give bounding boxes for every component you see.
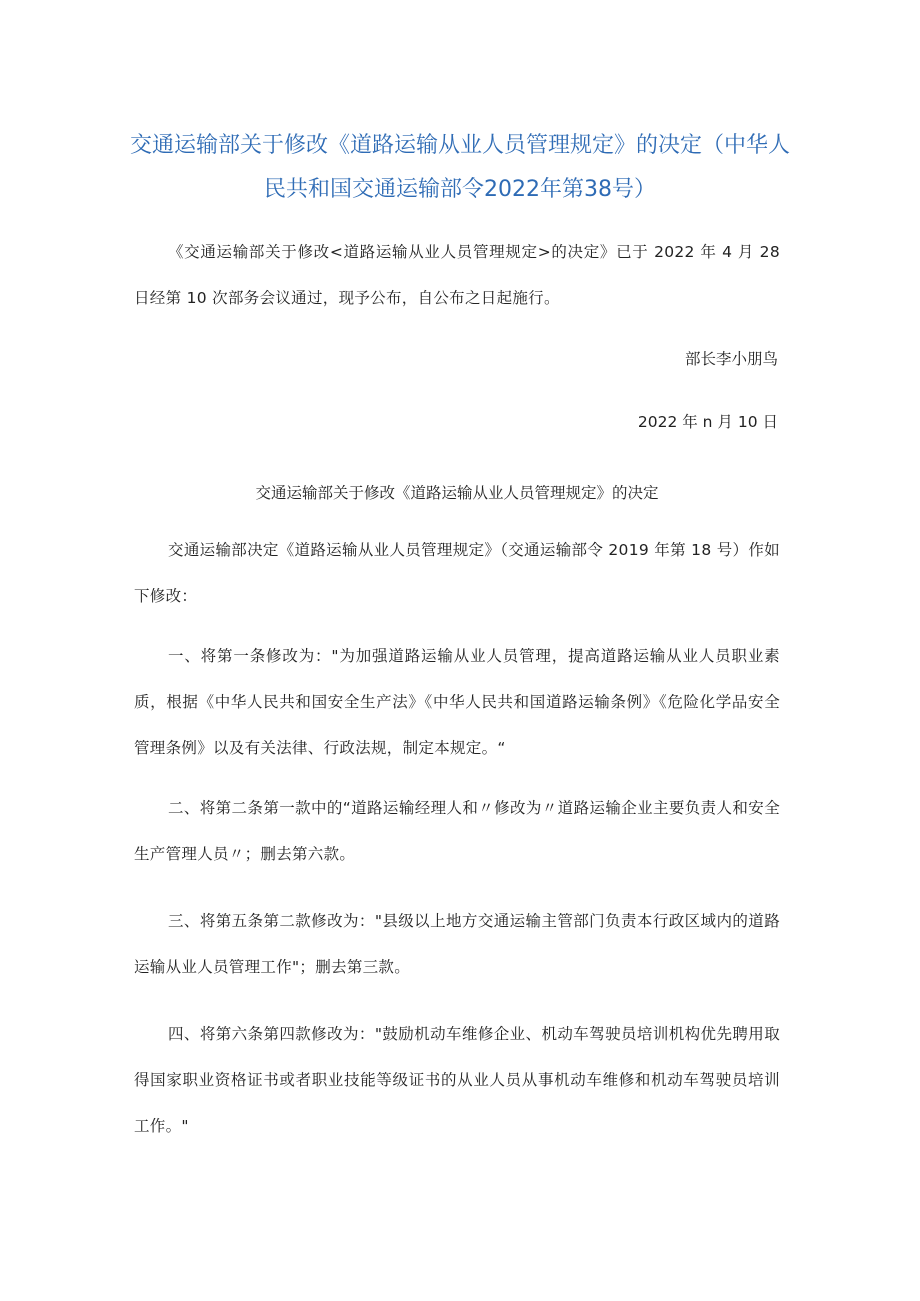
amendment-item-1: 一、将第一条修改为："为加强道路运输从业人员管理，提高道路运输从业人员职业素质，根据《中华人民共和国安全生产法》《中华人民共和国道路运输条例》《危险化学品安全管理条例》以及有关法律、行政法规，制定本规定。“: [134, 647, 780, 757]
announcement-paragraph: 《交通运输部关于修改<道路运输从业人员管理规定>的决定》已于 2022 年 4 月 28 日经第 10 次部务会议通过，现予公布，自公布之日起施行。: [134, 243, 780, 307]
intro-paragraph: 交通运输部决定《道路运输从业人员管理规定》（交通运输部令 2019 年第 18 号）作如下修改：: [134, 541, 780, 605]
signatory: 部长李小朋鸟: [684, 350, 778, 368]
decision-heading: 交通运输部关于修改《道路运输从业人员管理规定》的决定: [255, 484, 659, 502]
document-title: 交通运输部关于修改《道路运输从业人员管理规定》的决定（中华人民共和国交通运输部令2022年第38号）: [129, 133, 790, 202]
date: 2022 年 n 月 10 日: [637, 413, 778, 431]
amendment-item-2: 二、将第二条第一款中的“道路运输经理人和〃修改为〃道路运输企业主要负责人和安全生产管理人员〃；删去第六款。: [134, 799, 780, 863]
amendment-item-4: 四、将第六条第四款修改为："鼓励机动车维修企业、机动车驾驶员培训机构优先聘用取得国家职业资格证书或者职业技能等级证书的从业人员从事机动车维修和机动车驾驶员培训工作。": [134, 1025, 780, 1135]
amendment-item-3: 三、将第五条第二款修改为："县级以上地方交通运输主管部门负责本行政区域内的道路运输从业人员管理工作"；删去第三款。: [134, 912, 780, 976]
